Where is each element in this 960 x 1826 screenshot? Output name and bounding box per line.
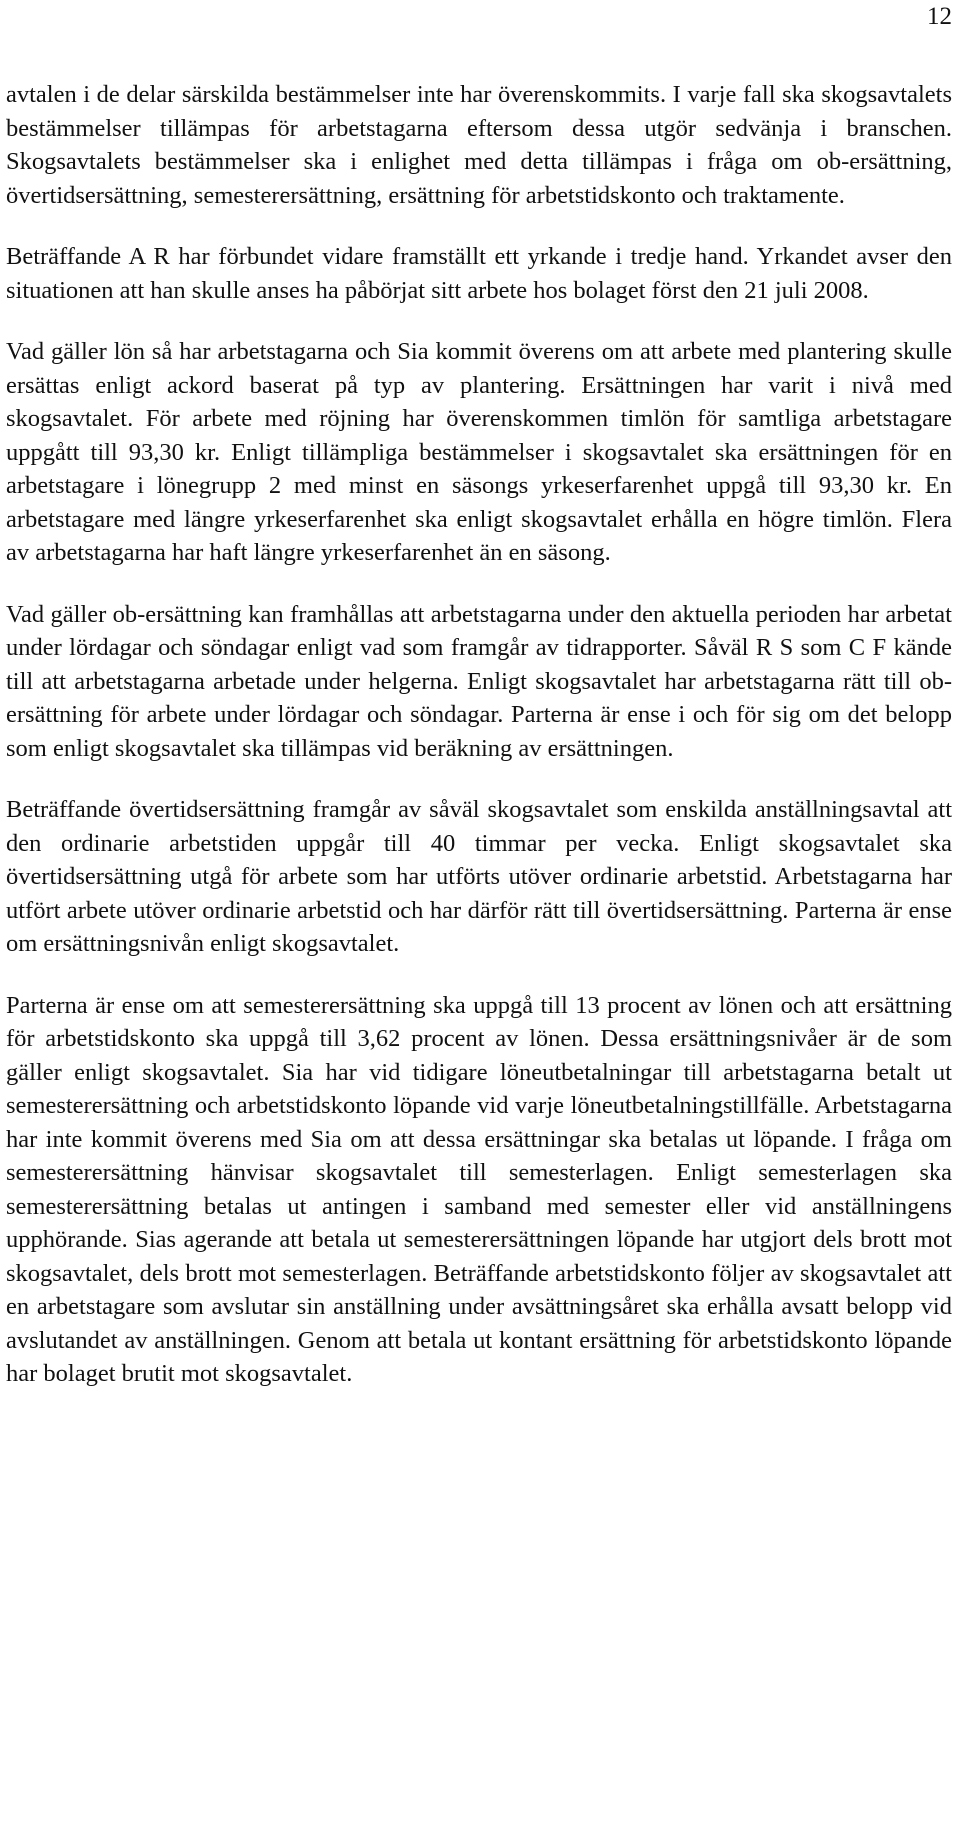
paragraph-2: Beträffande A R har förbundet vidare framställt ett yrkande i tredje hand. Yrkandet avser den situationen att han skulle anses ha påbörjat sitt arbete hos bolaget först den 21 juli 2008. bbox=[6, 243, 952, 304]
document-body bbox=[6, 78, 952, 1419]
paragraph-4: Vad gäller ob-ersättning kan framhållas att arbetstagarna under den aktuella perioden har arbetat under lördagar och söndagar enligt vad som framgår av tidrapporter. Såväl R S som C F kände till att arbetstagarna arbetade under helgerna. Enligt skogsavtalet har arbetstagarna rätt till ob-ersättning för arbete under lördagar och söndagar. Parterna är ense i och för sig om det belopp som enligt skogsavtalet ska tillämpas vid beräkning av ersättningen. bbox=[6, 600, 952, 762]
page-number: 12 bbox=[927, 3, 952, 30]
paragraph-6: Parterna är ense om att semesterersättning ska uppgå till 13 procent av lönen och att ersättning för arbetstidskonto ska uppgå till 3,62 procent av lönen. Dessa ersättningsnivåer är de som gäller enligt skogsavtalet. Sia har vid tidigare löneutbetalningar till arbetstagarna betalt ut semesterersättning och arbetstidskonto löpande vid varje löneutbetalningstillfälle. Arbetstagarna har inte kommit överens med Sia om att dessa ersättningar ska betalas ut löpande. I fråga om semesterersättning hänvisar skogsavtalet till semesterlagen. Enligt semesterlagen ska semesterersättning betalas ut antingen i samband med semester eller vid anställningens upphörande. Sias agerande att betala ut semesterersättningen löpande har utgjort dels brott mot skogsavtalet, dels brott mot semesterlagen. Beträffande arbetstidskonto följer av skogsavtalet att en arbetstagare som avslutar sin anställning under avsättningsåret ska erhålla avsatt belopp vid avslutandet av anställningen. Genom att betala ut kontant ersättning för arbetstidskonto löpande har bolaget brutit mot skogsavtalet. bbox=[6, 991, 952, 1387]
paragraph-5: Beträffande övertidsersättning framgår av såväl skogsavtalet som enskilda anställningsavtal att den ordinarie arbetstiden uppgår till 40 timmar per vecka. Enligt skogsavtalet ska övertidsersättning utgå för arbete som har utförts utöver ordinarie arbetstid. Arbetstagarna har utfört arbete utöver ordinarie arbetstid och har därför rätt till övertidsersättning. Parterna är ense om ersättningsnivån enligt skogsavtalet. bbox=[6, 796, 952, 957]
paragraph-1: avtalen i de delar särskilda bestämmelser inte har överenskommits. I varje fall ska skogsavtalets bestämmelser tillämpas för arbetstagarna eftersom dessa utgör sedvänja i branschen. Skogsavtalets bestämmelser ska i enlighet med detta tillämpas i fråga om ob-ersättning, övertidsersättning, semesterersättning, ersättning för arbetstidskonto och traktamente. bbox=[6, 81, 952, 209]
paragraph-3: Vad gäller lön så har arbetstagarna och Sia kommit överens om att arbete med plantering skulle ersättas enligt ackord baserat på typ av plantering. Ersättningen har varit i nivå med skogsavtalet. För arbete med röjning har överenskommen timlön för samtliga arbetstagare uppgått till 93,30 kr. Enligt tillämpliga bestämmelser i skogsavtalet ska ersättningen för en arbetstagare i lönegrupp 2 med minst en säsongs yrkeserfarenhet uppgå till 93,30 kr. En arbetstagare med längre yrkeserfarenhet ska enligt skogsavtalet erhålla en högre timlön. Flera av arbetstagarna har haft längre yrkeserfarenhet än en säsong. bbox=[6, 338, 952, 566]
